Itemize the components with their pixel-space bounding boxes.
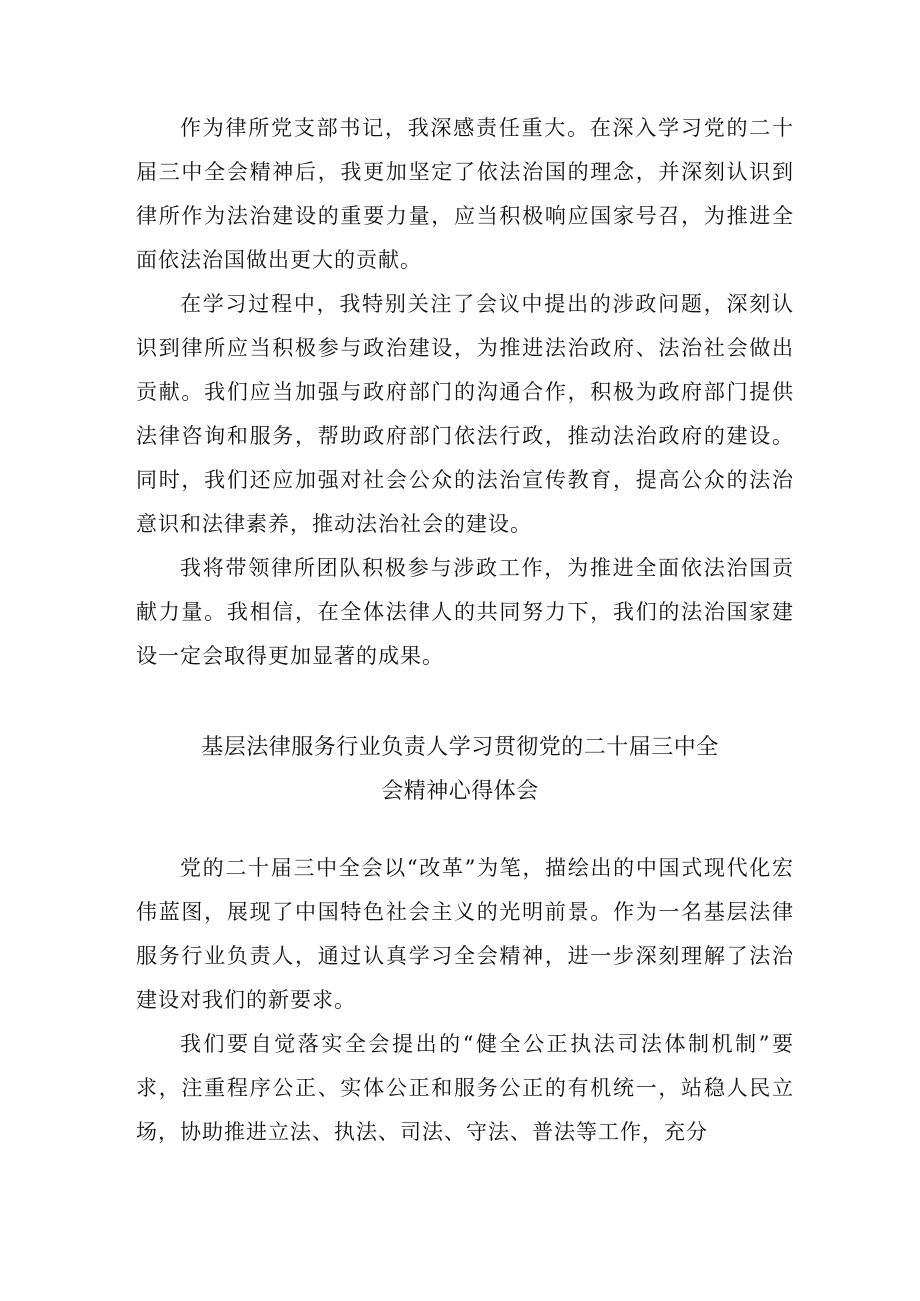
paragraph: 在学习过程中，我特别关注了会议中提出的涉政问题，深刻认识到律所应当积极参与政治建设，为推进法治政府、法治社会做出贡献。我们应当加强与政府部门的沟通合作，积极为政府部门提供法律咨询和服务，帮助政府部门依法行政，推动法治政府的建设。同时，我们还应加强对社会公众的法治宣传教育，提高公众的法治意识和法律素养，推动法治社会的建设。 [136, 292, 794, 536]
article-title [110, 726, 810, 814]
paragraph: 我们要自觉落实全会提出的“健全公正执法司法体制机制”要求，注重程序公正、实体公正和服务公正的有机统一，站稳人民立场，协助推进立法、执法、司法、守法、普法等工作，充分 [136, 1032, 794, 1144]
paragraph: 党的二十届三中全会以“改革”为笔，描绘出的中国式现代化宏伟蓝图，展现了中国特色社会主义的光明前景。作为一名基层法律服务行业负责人，通过认真学习全会精神，进一步深刻理解了法治建设对我们的新要求。 [136, 856, 794, 1012]
article-title-line-1: 基层法律服务行业负责人学习贯彻党的二十届三中全 [201, 735, 719, 760]
paragraph: 我将带领律所团队积极参与涉政工作，为推进全面依法治国贡献力量。我相信，在全体法律人的共同努力下，我们的法治国家建设一定会取得更加显著的成果。 [136, 556, 794, 668]
article-title-line-2: 会精神心得体会 [381, 779, 539, 804]
section-2-body [136, 846, 794, 1154]
section-1-body [136, 106, 794, 678]
paragraph: 作为律所党支部书记，我深感责任重大。在深入学习党的二十届三中全会精神后，我更加坚定了依法治国的理念，并深刻认识到律所作为法治建设的重要力量，应当积极响应国家号召，为推进全面依法治国做出更大的贡献。 [136, 116, 794, 272]
